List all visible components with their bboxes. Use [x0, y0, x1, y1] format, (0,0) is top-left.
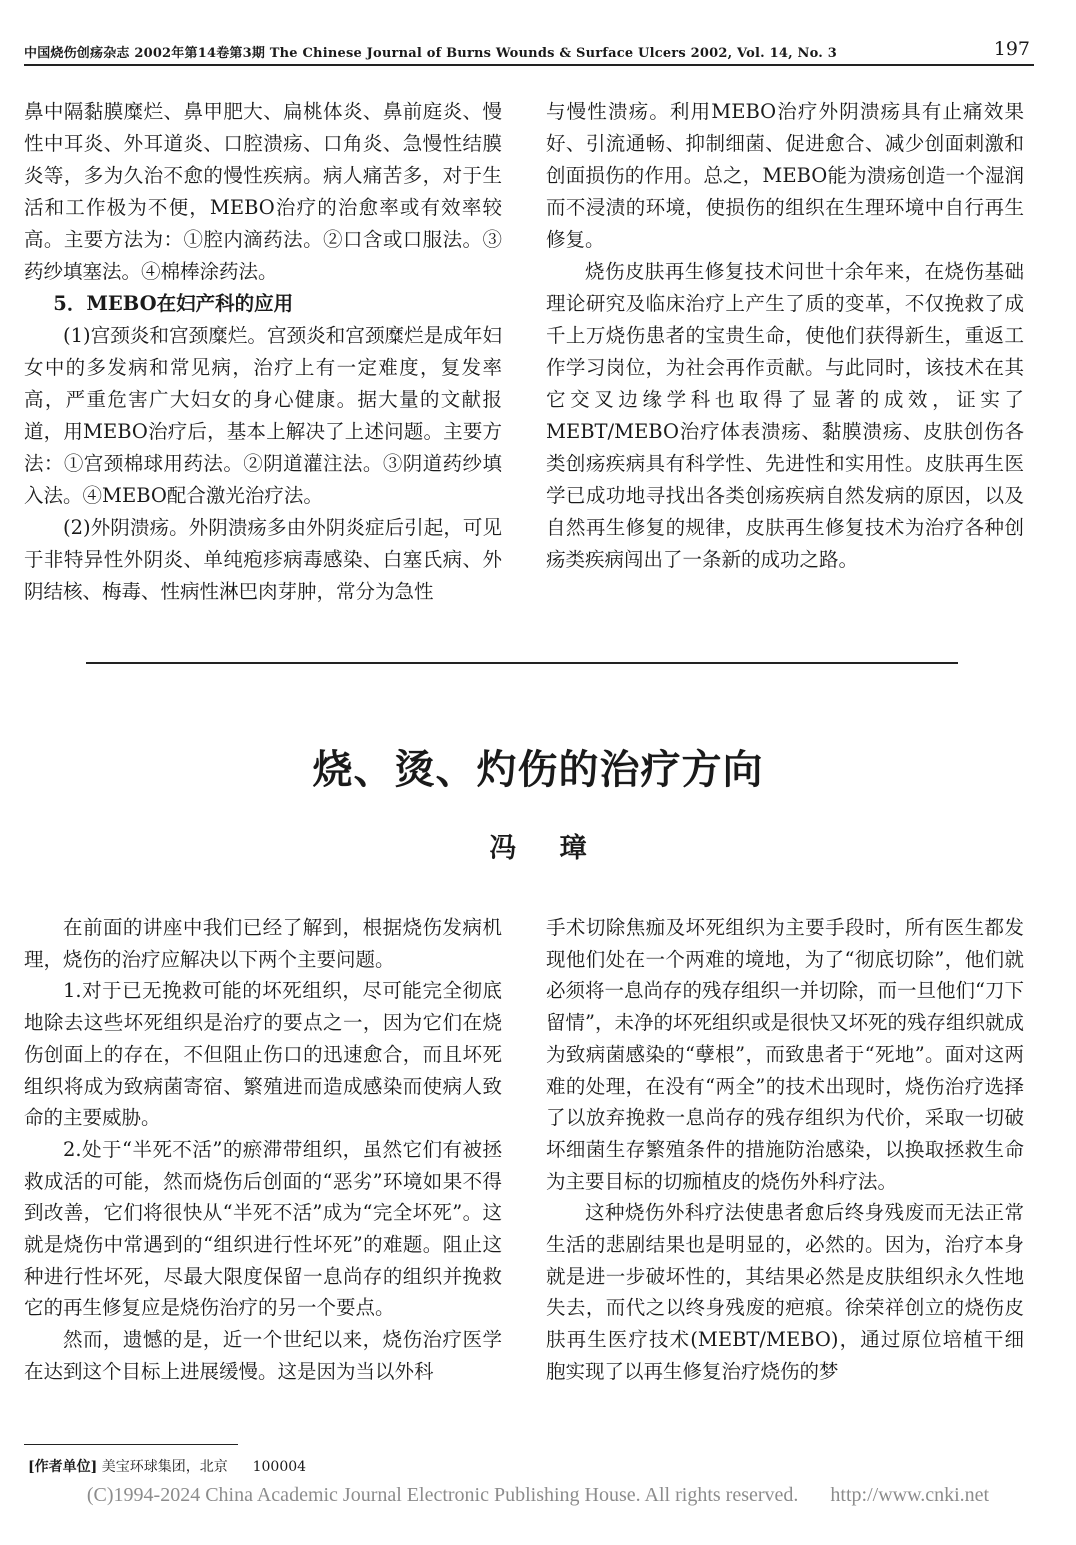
paragraph: 烧伤皮肤再生修复技术问世十余年来，在烧伤基础理论研究及临床治疗上产生了质的变革，不仅挽救了成千上万烧伤患者的宝贵生命，使他们获得新生，重返工作学习岗位，为社会再作贡献。与此同时，该技术在其它交叉边缘学科也取得了显著的成效，证实了MEBT/MEBO治疗体表溃疡、黏膜溃疡、皮肤创伤各类创疡疾病具有科学性、先进性和实用性。皮肤再生医学已成功地寻找出各类创疡疾病自然发病的原因，以及自然再生修复的规律，皮肤再生修复技术为治疗各种创疡类疾病闯出了一条新的成功之路。	[546, 260, 1024, 571]
article-right-column	[546, 912, 1024, 1388]
previous-article-right-column	[546, 96, 1024, 576]
previous-article-left-column	[24, 96, 502, 608]
paragraph-continued: 鼻中隔黏膜糜烂、鼻甲肥大、扁桃体炎、鼻前庭炎、慢性中耳炎、外耳道炎、口腔溃疡、口角炎、急慢性结膜炎等，多为久治不愈的慢性疾病。病人痛苦多，对于生活和工作极为不便，MEBO治疗的治愈率或有效率较高。主要方法为：①腔内滴药法。②口含或口服法。③药纱填塞法。④棉棒涂药法。	[24, 100, 502, 283]
footnote-label: [作者单位]	[28, 1459, 98, 1475]
article-left-column	[24, 912, 502, 1388]
footnote-postcode: 100004	[252, 1459, 307, 1475]
copyright-watermark	[0, 1484, 1076, 1507]
paragraph: 1.对于已无挽救可能的坏死组织，尽可能完全彻底地除去这些坏死组织是治疗的要点之一，因为它们在烧伤创面上的存在，不但阻止伤口的迅速愈合，而且坏死组织将成为致病菌寄宿、繁殖进而造成感染而使病人致命的主要威胁。	[24, 979, 502, 1130]
paragraph-continued: 与慢性溃疡。利用MEBO治疗外阴溃疡具有止痛效果好、引流通畅、抑制细菌、促进愈合、减少创面刺激和创面损伤的作用。总之，MEBO能为溃疡创造一个湿润而不浸渍的环境，使损伤的组织在生理环境中自行再生修复。	[546, 100, 1024, 251]
article-author: 冯璋	[489, 833, 630, 864]
copyright-url: http://www.cnki.net	[830, 1484, 990, 1506]
paragraph: (2)外阴溃疡。外阴溃疡多由外阴炎症后引起，可见于非特异性外阴炎、单纯疱疹病毒感染、白塞氏病、外阴结核、梅毒、性病性淋巴肉芽肿，常分为急性	[24, 516, 502, 603]
author-affiliation-footnote	[28, 1456, 306, 1476]
article-title: 烧、烫、灼伤的治疗方向	[312, 747, 764, 793]
journal-citation: 中国烧伤创疡杂志 2002年第14卷第3期 The Chinese Journal of Burns Wounds & Surface Ulcers 2002, Vol. 14, No. 3	[24, 46, 837, 61]
paragraph: 然而，遗憾的是，近一个世纪以来，烧伤治疗医学在达到这个目标上进展缓慢。这是因为当以外科	[24, 1328, 502, 1383]
section-heading: 5．MEBO在妇产科的应用	[53, 292, 294, 315]
paragraph: 这种烧伤外科疗法使患者愈后终身残废而无法正常生活的悲剧结果也是明显的，必然的。因为，治疗本身就是进一步破坏性的，其结果必然是皮肤组织永久性地失去，而代之以终身残废的疤痕。徐荣祥创立的烧伤皮肤再生医疗技术(MEBT/MEBO)，通过原位培植干细胞实现了以再生修复治疗烧伤的梦	[546, 1201, 1024, 1383]
running-header	[24, 38, 1034, 66]
paragraph: 2.处于“半死不活”的瘀滞带组织，虽然它们有被拯救成活的可能，然而烧伤后创面的“恶劣”环境如果不得到改善，它们将很快从“半死不活”成为“完全坏死”。这就是烧伤中常遇到的“组织进行性坏死”的难题。阻止这种进行性坏死，尽最大限度保留一息尚存的组织并挽救它的再生修复应是烧伤治疗的另一个要点。	[24, 1137, 502, 1320]
article-divider	[86, 662, 958, 664]
paragraph: (1)宫颈炎和宫颈糜烂。宫颈炎和宫颈糜烂是成年妇女中的多发病和常见病，治疗上有一定难度，复发率高，严重危害广大妇女的身心健康。据大量的文献报道，用MEBO治疗后，基本上解决了上述问题。主要方法：①宫颈棉球用药法。②阴道灌注法。③阴道药纱填入法。④MEBO配合激光治疗法。	[24, 324, 502, 507]
copyright-notice: (C)1994-2024 China Academic Journal Electronic Publishing House. All rights reserved.	[86, 1484, 799, 1506]
page-number: 197	[993, 38, 1030, 60]
footnote-affiliation: 美宝环球集团，北京	[101, 1459, 228, 1475]
paragraph: 在前面的讲座中我们已经了解到，根据烧伤发病机理，烧伤的治疗应解决以下两个主要问题。	[24, 916, 502, 971]
paragraph-continued: 手术切除焦痂及坏死组织为主要手段时，所有医生都发现他们处在一个两难的境地，为了“彻底切除”，他们就必须将一息尚存的残存组织一并切除，而一旦他们“刀下留情”，未净的坏死组织或是很快又坏死的残存组织就成为致病菌感染的“孽根”，而致患者于“死地”。面对这两难的处理，在没有“两全”的技术出现时，烧伤治疗选择了以放弃挽救一息尚存的残存组织为代价，采取一切破坏细菌生存繁殖条件的措施防治感染，以换取拯救生命为主要目标的切痂植皮的烧伤外科疗法。	[546, 916, 1024, 1193]
footnote-rule	[24, 1444, 238, 1445]
